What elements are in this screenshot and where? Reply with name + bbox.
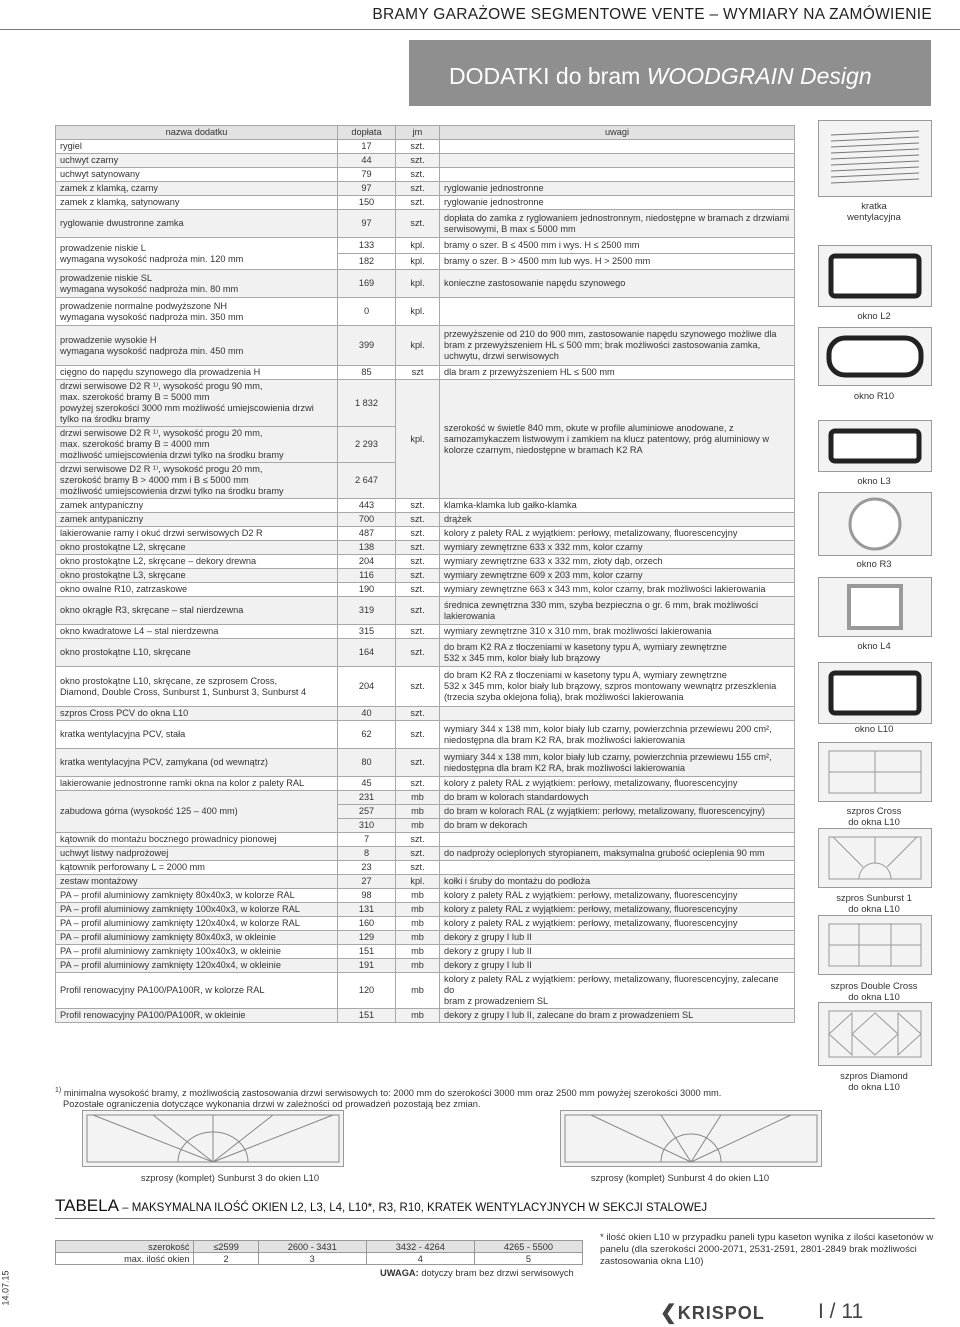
table-row	[56, 298, 795, 326]
table-cell	[440, 833, 795, 847]
table-cell: kolory z palety RAL z wyjątkiem: perłowy, metalizowany, fluorescencyjny	[440, 903, 795, 917]
table-cell: kolory z palety RAL z wyjątkiem: perłowy, metalizowany, fluorescencyjny	[440, 917, 795, 931]
table-cell: prowadzenie niskie SL wymagana wysokość nadproża min. 80 mm	[56, 270, 338, 298]
side-image-caption: kratka wentylacyjna	[847, 200, 901, 222]
table-cell: 2	[194, 1253, 258, 1265]
col-header-price: dopłata	[338, 126, 396, 140]
side-image-caption: szpros Sunburst 1 do okna L10	[836, 892, 912, 914]
side-image-oval	[818, 327, 932, 386]
table-cell: ryglowanie dwustronne zamka	[56, 210, 338, 238]
table-cell: 257	[338, 805, 396, 819]
table-row	[56, 527, 795, 541]
table-cell: 182	[338, 254, 396, 270]
table-row	[56, 707, 795, 721]
table-cell: 3432 - 4264	[366, 1241, 474, 1253]
tabela-divider	[55, 1218, 935, 1219]
table-cell: szt.	[396, 749, 440, 777]
table-cell: mb	[396, 889, 440, 903]
side-image-caption: okno L4	[857, 640, 891, 651]
table-cell: wymiary zewnętrzne 633 x 332 mm, kolor czarny	[440, 541, 795, 555]
table-cell: zamek z klamką, czarny	[56, 182, 338, 196]
table-cell: 4	[366, 1253, 474, 1265]
table-cell: rygiel	[56, 140, 338, 154]
table-cell: 399	[338, 326, 396, 366]
table-cell: kpl.	[396, 326, 440, 366]
table-cell: cięgno do napędu szynowego dla prowadzenia H	[56, 366, 338, 380]
table-cell: 27	[338, 875, 396, 889]
table-cell: kratka wentylacyjna PCV, zamykana (od wewnątrz)	[56, 749, 338, 777]
table-cell: mb	[396, 945, 440, 959]
table-cell	[440, 861, 795, 875]
table-cell: PA – profil aluminiowy zamknięty 120x40x4, w okleinie	[56, 959, 338, 973]
table-cell: mb	[396, 973, 440, 1009]
table-row	[56, 238, 795, 254]
table-row	[56, 833, 795, 847]
table-cell: zestaw montażowy	[56, 875, 338, 889]
table-cell: kolory z palety RAL z wyjątkiem: perłowy, metalizowany, fluorescencyjny	[440, 777, 795, 791]
table-row	[56, 196, 795, 210]
table-cell	[440, 154, 795, 168]
max-windows-table	[55, 1240, 583, 1265]
table-cell: PA – profil aluminiowy zamknięty 120x40x4, w kolorze RAL	[56, 917, 338, 931]
table-cell: 2600 - 3431	[258, 1241, 366, 1253]
banner-title	[449, 63, 872, 90]
table-cell: dekory z grupy I lub II	[440, 959, 795, 973]
table-row	[56, 721, 795, 749]
table-cell	[440, 707, 795, 721]
table-row	[56, 625, 795, 639]
table-cell: wymiary zewnętrzne 633 x 332 mm, złoty dąb, orzech	[440, 555, 795, 569]
table-cell: prowadzenie niskie L wymagana wysokość nadproża min. 120 mm	[56, 238, 338, 270]
table-cell: kołki i śruby do montażu do podłoża	[440, 875, 795, 889]
table-cell: kątownik perforowany L = 2000 mm	[56, 861, 338, 875]
table-cell: 310	[338, 819, 396, 833]
table-row	[56, 597, 795, 625]
table-row	[56, 917, 795, 931]
table-cell: PA – profil aluminiowy zamknięty 80x40x3, w okleinie	[56, 931, 338, 945]
table-row	[56, 270, 795, 298]
table-row	[56, 168, 795, 182]
table-cell: 98	[338, 889, 396, 903]
table-cell: szt.	[396, 555, 440, 569]
table-cell: 85	[338, 366, 396, 380]
table-cell: PA – profil aluminiowy zamknięty 80x40x3, w kolorze RAL	[56, 889, 338, 903]
side-image-caption: szpros Cross do okna L10	[846, 805, 902, 827]
table-cell: dla bram z przewyższeniem HL ≤ 500 mm	[440, 366, 795, 380]
table-row	[56, 791, 795, 805]
table-cell	[440, 168, 795, 182]
table-cell: szt.	[396, 597, 440, 625]
uwaga-text: dotyczy bram bez drzwi serwisowych	[418, 1268, 574, 1278]
table-cell: drzwi serwisowe D2 R ¹⁾, wysokość progu 90 mm, max. szerokość bramy B = 5000 mm powyżej szerokości 3000 mm możliwość umiejscowienia drzwi tylko na środku bramy	[56, 380, 338, 427]
table-cell: okno kwadratowe L4 – stal nierdzewna	[56, 625, 338, 639]
side-image-caption: okno L10	[854, 723, 894, 734]
table-row	[56, 513, 795, 527]
table-cell: 7	[338, 833, 396, 847]
tabela-title-main: TABELA	[55, 1196, 119, 1215]
table-cell: okno prostokątne L2, skręcane	[56, 541, 338, 555]
table-cell: okno owalne R10, zatrzaskowe	[56, 583, 338, 597]
table-cell: ≤2599	[194, 1241, 258, 1253]
side-image-sunburst	[818, 828, 932, 888]
table-row	[56, 875, 795, 889]
table-cell: 204	[338, 555, 396, 569]
table-cell: do bram w dekorach	[440, 819, 795, 833]
table-row	[56, 639, 795, 667]
table-row	[56, 777, 795, 791]
table-cell: 2 293	[338, 427, 396, 463]
table-cell: 97	[338, 210, 396, 238]
table-cell: prowadzenie wysokie H wymagana wysokość nadproża min. 450 mm	[56, 326, 338, 366]
table-cell: do bram w kolorach standardowych	[440, 791, 795, 805]
footnote-line2: Pozostałe ograniczenia dotyczące wykonania drzwi w zależności od prowadzeń pozostają bez zmian.	[63, 1099, 481, 1110]
table-cell: do nadproży ocieplonych styropianem, maksymalna grubość ocieplenia 90 mm	[440, 847, 795, 861]
table-cell: 8	[338, 847, 396, 861]
table-cell: szt.	[396, 154, 440, 168]
table-cell: szt.	[396, 182, 440, 196]
table-cell: 443	[338, 499, 396, 513]
table-row	[56, 380, 795, 427]
side-image-dcross	[818, 915, 932, 975]
table-cell: 62	[338, 721, 396, 749]
table-row	[56, 569, 795, 583]
table-cell: dopłata do zamka z ryglowaniem jednostronnym, niedostępne w bramach z drzwiami serwisowymi, B max ≤ 5000 mm	[440, 210, 795, 238]
table-cell	[440, 140, 795, 154]
col-header-notes: uwagi	[440, 126, 795, 140]
logo-text: KRISPOL	[677, 1303, 765, 1323]
side-image-caption: szpros Double Cross do okna L10	[830, 980, 918, 1002]
table-cell: 315	[338, 625, 396, 639]
table-row	[56, 210, 795, 238]
table-cell: 487	[338, 527, 396, 541]
table-cell: klamka-klamka lub gałko-klamka	[440, 499, 795, 513]
table-cell: szt.	[396, 541, 440, 555]
table-cell: Profil renowacyjny PA100/PA100R, w okleinie	[56, 1009, 338, 1023]
table-cell: konieczne zastosowanie napędu szynowego	[440, 270, 795, 298]
sunburst3-caption: szprosy (komplet) Sunburst 3 do okien L10	[140, 1172, 320, 1183]
table-cell: szt.	[396, 196, 440, 210]
sunburst3-image	[82, 1110, 344, 1167]
table-cell: drzwi serwisowe D2 R ¹⁾, wysokość progu 20 mm, max. szerokość bramy B = 4000 mm możliwość umiejscowienia drzwi tylko na środku bramy	[56, 427, 338, 463]
table-cell: szt.	[396, 847, 440, 861]
uwaga-label: UWAGA:	[380, 1268, 419, 1278]
table-cell: dekory z grupy I lub II, zalecane do bram z prowadzeniem SL	[440, 1009, 795, 1023]
table-cell: 231	[338, 791, 396, 805]
uwaga-note	[380, 1268, 574, 1278]
tabela-subtitle: – MAKSYMALNA ILOŚĆ OKIEN L2, L3, L4, L10*, R3, R10, KRATEK WENTYLACYJNYCH W SEKCJI STALOWEJ	[118, 1202, 708, 1214]
table-cell: 80	[338, 749, 396, 777]
table-cell: kpl.	[396, 270, 440, 298]
table-row	[56, 583, 795, 597]
table-cell: wymiary zewnętrzne 609 x 203 mm, kolor czarny	[440, 569, 795, 583]
krispol-logo: ❮KRISPOL	[660, 1302, 765, 1324]
table-cell: kratka wentylacyjna PCV, stała	[56, 721, 338, 749]
table-cell: szt.	[396, 639, 440, 667]
table-cell: 129	[338, 931, 396, 945]
table-cell: mb	[396, 917, 440, 931]
table-cell: 319	[338, 597, 396, 625]
table-row	[56, 889, 795, 903]
table-cell: do bram K2 RA z tłoczeniami w kasetony typu A, wymiary zewnętrzne 532 x 345 mm, kolor biały lub brązowy	[440, 639, 795, 667]
table-cell: okno prostokątne L10, skręcane	[56, 639, 338, 667]
table-cell: szt.	[396, 140, 440, 154]
table-cell: mb	[396, 805, 440, 819]
table-cell: wymiary zewnętrzne 663 x 343 mm, kolor czarny, brak możliwości lakierowania	[440, 583, 795, 597]
table-cell: 190	[338, 583, 396, 597]
table-row	[56, 182, 795, 196]
table-cell: szerokość w świetle 840 mm, okute w profile aluminiowe anodowane, z samozamykaczem listwowym i zamkiem na klucz patentowy, próg aluminiowy w kolorze czarnym, niedostępne w bramach K2 RA	[440, 380, 795, 499]
table-cell: bramy o szer. B > 4500 mm lub wys. H > 2500 mm	[440, 254, 795, 270]
table-cell: 40	[338, 707, 396, 721]
table-cell: szt.	[396, 513, 440, 527]
table-cell: 138	[338, 541, 396, 555]
table-cell: 131	[338, 903, 396, 917]
table-cell: szt.	[396, 569, 440, 583]
accessories-table	[55, 125, 795, 1023]
table-row	[56, 945, 795, 959]
table-row	[56, 1009, 795, 1023]
table-cell: zamek antypaniczny	[56, 513, 338, 527]
side-image-square	[818, 577, 932, 637]
table-cell: wymiary 344 x 138 mm, kolor biały lub czarny, powierzchnia przewiewu 200 cm², niedostępna dla bram K2 RA, brak możliwości lakierowania	[440, 721, 795, 749]
table-cell: dekory z grupy I lub II	[440, 945, 795, 959]
col-header-name: nazwa dodatku	[56, 126, 338, 140]
table-cell: ryglowanie jednostronne	[440, 196, 795, 210]
table-cell: lakierowanie ramy i okuć drzwi serwisowych D2 R	[56, 527, 338, 541]
table-row	[56, 861, 795, 875]
table-cell: 44	[338, 154, 396, 168]
table-cell: zamek z klamką, satynowany	[56, 196, 338, 210]
table-cell: kątownik do montażu bocznego prowadnicy pionowej	[56, 833, 338, 847]
side-image-rect	[818, 420, 932, 472]
table-cell: mb	[396, 819, 440, 833]
table-cell: wymiary zewnętrzne 310 x 310 mm, brak możliwości lakierowania	[440, 625, 795, 639]
table-cell: mb	[396, 791, 440, 805]
table-cell: Profil renowacyjny PA100/PA100R, w kolorze RAL	[56, 973, 338, 1009]
footnote-mark: 1)	[55, 1087, 62, 1094]
table-cell: wymiary 344 x 138 mm, kolor biały lub czarny, powierzchnia przewiewu 155 cm², niedostępna dla bram K2 RA, brak możliwości lakierowania	[440, 749, 795, 777]
table-cell: okno prostokątne L10, skręcane, ze szprosem Cross, Diamond, Double Cross, Sunburst 1, Sunburst 3, Sunburst 4	[56, 667, 338, 707]
table-row	[56, 973, 795, 1009]
table-cell: ryglowanie jednostronne	[440, 182, 795, 196]
table-cell: 1 832	[338, 380, 396, 427]
table-cell: przewyższenie od 210 do 900 mm, zastosowanie napędu szynowego możliwe dla bram z przewyższeniem HL ≤ 500 mm; brak możliwości zastosowania zamka, uchwytu, drzwi serwisowych	[440, 326, 795, 366]
side-image-rect	[818, 662, 932, 724]
table-row	[56, 541, 795, 555]
table-cell: 79	[338, 168, 396, 182]
table-cell: okno okrągłe R3, skręcane – stal nierdzewna	[56, 597, 338, 625]
table-cell: szt	[396, 366, 440, 380]
table-cell: kolory z palety RAL z wyjątkiem: perłowy, metalizowany, fluorescencyjny, zalecane do bram z prowadzeniem SL	[440, 973, 795, 1009]
table-cell: 17	[338, 140, 396, 154]
table-cell: kpl.	[396, 298, 440, 326]
side-image-caption: okno R3	[856, 558, 892, 569]
table-cell: 97	[338, 182, 396, 196]
table-cell: 169	[338, 270, 396, 298]
table-cell: kpl.	[396, 875, 440, 889]
max-windows-width-row	[56, 1241, 583, 1253]
side-image-caption: okno R10	[853, 390, 895, 401]
table-cell: 204	[338, 667, 396, 707]
table-cell: PA – profil aluminiowy zamknięty 100x40x3, w kolorze RAL	[56, 903, 338, 917]
table-cell	[440, 298, 795, 326]
table-cell: mb	[396, 1009, 440, 1023]
table-cell: zabudowa górna (wysokość 125 – 400 mm)	[56, 791, 338, 833]
table-cell: dekory z grupy I lub II	[440, 931, 795, 945]
side-image-caption: okno L3	[857, 475, 891, 486]
footnote	[55, 1085, 775, 1110]
table-cell: szt.	[396, 861, 440, 875]
table-cell: bramy o szer. B ≤ 4500 mm i wys. H ≤ 2500 mm	[440, 238, 795, 254]
table-cell: 151	[338, 1009, 396, 1023]
banner-title-italic: WOODGRAIN Design	[646, 63, 872, 89]
table-cell: mb	[396, 959, 440, 973]
side-image-caption: szpros Diamond do okna L10	[840, 1070, 908, 1092]
table-cell: szt.	[396, 499, 440, 513]
table-cell: szt.	[396, 777, 440, 791]
table-cell: uchwyt listwy nadprożowej	[56, 847, 338, 861]
table-cell: szt.	[396, 667, 440, 707]
table-row	[56, 154, 795, 168]
table-cell: kpl.	[396, 254, 440, 270]
table-cell: 191	[338, 959, 396, 973]
table-cell: 151	[338, 945, 396, 959]
table-cell: 23	[338, 861, 396, 875]
table-cell: szt.	[396, 168, 440, 182]
table-row	[56, 931, 795, 945]
table-cell: prowadzenie normalne podwyższone NH wymagana wysokość nadproża min. 350 mm	[56, 298, 338, 326]
table-cell: mb	[396, 931, 440, 945]
table-cell: uchwyt satynowany	[56, 168, 338, 182]
table-cell: szt.	[396, 721, 440, 749]
l10-note: * ilość okien L10 w przypadku paneli typu kaseton wynika z ilości kasetonów w panelu (dla szerokości 2000-2071, 2531-2591, 2801-2849 brak możliwości zastosowania okna L10)	[600, 1232, 934, 1267]
table-cell: okno prostokątne L2, skręcane – dekory drewna	[56, 555, 338, 569]
side-image-rect	[818, 245, 932, 307]
table-cell: szerokość	[56, 1241, 194, 1253]
table-row	[56, 667, 795, 707]
table-cell: szpros Cross PCV do okna L10	[56, 707, 338, 721]
footnote-line1: minimalna wysokość bramy, z możliwością zastosowania drzwi serwisowych to: 2000 mm do szerokości 3000 mm oraz 2500 mm powyżej szerokości 3000 mm.	[63, 1088, 722, 1099]
table-cell: szt.	[396, 583, 440, 597]
table-cell: szt.	[396, 527, 440, 541]
table-cell: okno prostokątne L3, skręcane	[56, 569, 338, 583]
side-image-circle	[818, 492, 932, 556]
table-cell: szt.	[396, 625, 440, 639]
col-header-unit: jm	[396, 126, 440, 140]
table-row	[56, 326, 795, 366]
table-cell: kolory z palety RAL z wyjątkiem: perłowy, metalizowany, fluorescencyjny	[440, 527, 795, 541]
side-image-cross	[818, 742, 932, 802]
table-cell: 116	[338, 569, 396, 583]
table-cell: średnica zewnętrzna 330 mm, szyba bezpieczna o gr. 6 mm, brak możliwości lakierowania	[440, 597, 795, 625]
table-row	[56, 366, 795, 380]
table-cell: 2 647	[338, 463, 396, 499]
side-image-diamond	[818, 1002, 932, 1066]
table-cell: max. ilość okien	[56, 1253, 194, 1265]
table-cell: szt.	[396, 707, 440, 721]
table-cell: 164	[338, 639, 396, 667]
table-cell: 700	[338, 513, 396, 527]
table-row	[56, 959, 795, 973]
table-cell: 5	[474, 1253, 582, 1265]
table-row	[56, 903, 795, 917]
table-cell: 45	[338, 777, 396, 791]
table-cell: PA – profil aluminiowy zamknięty 100x40x3, w okleinie	[56, 945, 338, 959]
table-cell: kpl.	[396, 238, 440, 254]
banner-title-plain: DODATKI do bram	[449, 63, 647, 89]
table-cell: szt.	[396, 210, 440, 238]
table-cell: kpl.	[396, 380, 440, 499]
table-cell: szt.	[396, 833, 440, 847]
section-banner	[409, 40, 931, 106]
table-cell: do bram w kolorach RAL (z wyjątkiem: perłowy, metalizowany, fluorescencyjny)	[440, 805, 795, 819]
table-cell: 4265 - 5500	[474, 1241, 582, 1253]
table-cell: drzwi serwisowe D2 R ¹⁾, wysokość progu 20 mm, szerokość bramy B > 4000 mm i B ≤ 5000 mm możliwość umiejscowienia drzwi tylko na środku bramy	[56, 463, 338, 499]
document-date-code: 14.07.15	[0, 1270, 11, 1306]
header-divider	[0, 29, 960, 30]
table-cell: kolory z palety RAL z wyjątkiem: perłowy, metalizowany, fluorescencyjny	[440, 889, 795, 903]
table-cell: lakierowanie jednostronne ramki okna na kolor z palety RAL	[56, 777, 338, 791]
table-header-row	[56, 126, 795, 140]
tabela-title	[55, 1196, 707, 1216]
document-header-title: BRAMY GARAŻOWE SEGMENTOWE VENTE – WYMIARY NA ZAMÓWIENIE	[372, 6, 932, 23]
table-row	[56, 499, 795, 513]
table-cell: drążek	[440, 513, 795, 527]
table-row	[56, 749, 795, 777]
table-cell: 150	[338, 196, 396, 210]
table-cell: 120	[338, 973, 396, 1009]
table-cell: mb	[396, 903, 440, 917]
table-row	[56, 555, 795, 569]
sunburst4-caption: szprosy (komplet) Sunburst 4 do okien L10	[590, 1172, 770, 1183]
table-row	[56, 847, 795, 861]
table-cell: 133	[338, 238, 396, 254]
table-cell: 0	[338, 298, 396, 326]
table-cell: 160	[338, 917, 396, 931]
table-cell: uchwyt czarny	[56, 154, 338, 168]
sunburst4-image	[560, 1110, 822, 1167]
page-number: I / 11	[818, 1300, 864, 1323]
table-cell: zamek antypaniczny	[56, 499, 338, 513]
side-image-caption: okno L2	[857, 310, 891, 321]
table-cell: do bram K2 RA z tłoczeniami w kasetony typu A, wymiary zewnętrzne 532 x 345 mm, kolor biały lub brązowy, szpros montowany wewnątrz przeszklenia (trzecia szyba oklejona folią), brak możliwości lakierowania	[440, 667, 795, 707]
max-windows-count-row	[56, 1253, 583, 1265]
table-cell: 3	[258, 1253, 366, 1265]
side-image-grille	[818, 120, 932, 197]
table-row	[56, 140, 795, 154]
